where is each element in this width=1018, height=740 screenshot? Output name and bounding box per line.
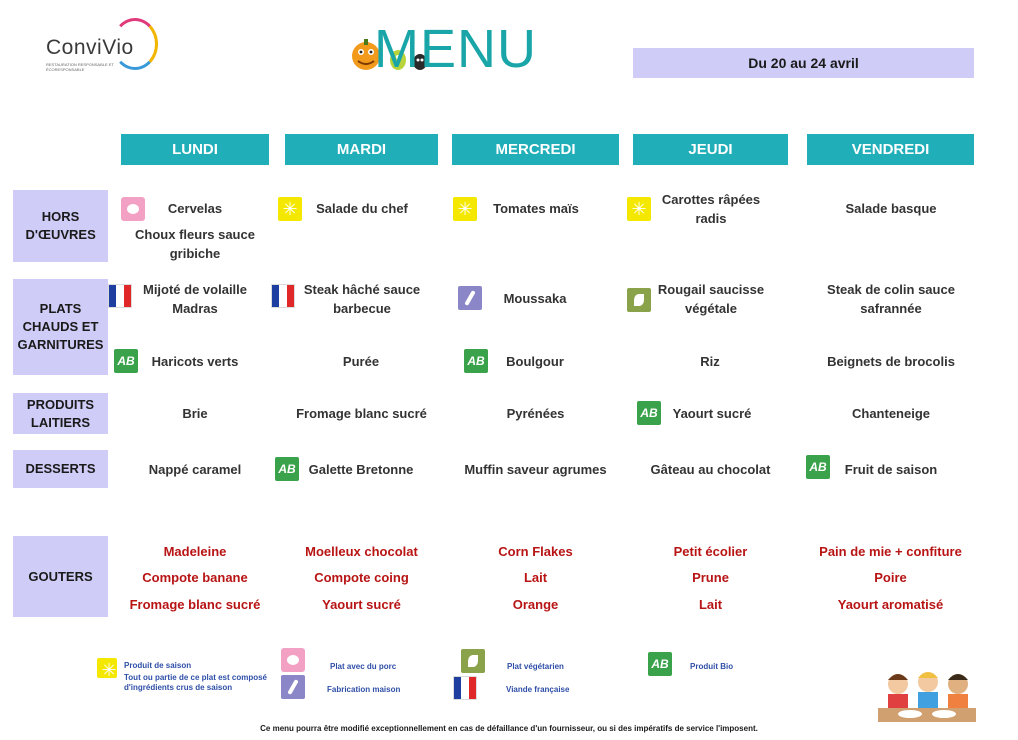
menu-item: Salade basque [845, 200, 937, 216]
legend-french-meat-label: Viande française [506, 685, 570, 694]
menu-item: Steak de colin sauce safrannée [827, 282, 955, 316]
row-label-laitiers: PRODUITS LAITIERS [13, 393, 108, 434]
menu-item: Mijoté de volaille Madras [142, 282, 248, 316]
legend-pork-label: Plat avec du porc [330, 662, 397, 671]
snack-item: Yaourt sucré [322, 596, 401, 612]
french-flag-icon [271, 284, 295, 308]
seasonal-icon [278, 197, 302, 221]
menu-item: Pyrénées [506, 405, 565, 421]
row-label-plats: PLATS CHAUDS ET GARNITURES [13, 279, 108, 375]
logo-tagline: RESTAURATION RESPONSABLE ET ÉCORESPONSABLE [46, 62, 114, 72]
menu-item: Fruit de saison [844, 461, 938, 477]
convivio-logo [42, 18, 154, 78]
menu-item: Tomates maïs [493, 200, 579, 216]
organic-icon: AB [637, 401, 661, 425]
menu-item: Riz [700, 353, 720, 369]
snack-item: Fromage blanc sucré [129, 596, 261, 612]
seasonal-icon [453, 197, 477, 221]
menu-item: Chanteneige [851, 405, 930, 421]
snack-item: Corn Flakes [498, 543, 573, 559]
snack-item: Pain de mie + confiture [819, 543, 962, 559]
seasonal-icon [627, 197, 651, 221]
menu-item: Boulgour [506, 353, 564, 369]
snack-item: Lait [698, 596, 723, 612]
organic-icon: AB [806, 455, 830, 479]
snack-item: Lait [523, 569, 548, 585]
row-label-gouters: GOUTERS [13, 536, 108, 617]
organic-icon: AB [114, 349, 138, 373]
menu-item: Muffin saveur agrumes [464, 461, 607, 477]
seasonal-icon [97, 658, 117, 678]
pork-icon [281, 648, 305, 672]
menu-item: Salade du chef [316, 200, 408, 216]
day-header-jeudi: JEUDI [633, 134, 788, 165]
page-title: MENU [374, 19, 537, 79]
logo-wordmark: ConviVio [46, 36, 134, 59]
snack-item: Compote banane [142, 569, 248, 585]
snack-item: Petit écolier [673, 543, 748, 559]
snack-item: Yaourt aromatisé [837, 596, 944, 612]
menu-item: Cervelas [167, 200, 223, 216]
footer-disclaimer: Ce menu pourra être modifié exceptionnellement en cas de défaillance d'un fournisseur, ou si des impératifs de service l'imposent. [260, 724, 758, 733]
snack-item: Prune [692, 569, 729, 585]
menu-item: Galette Bretonne [308, 461, 414, 477]
snack-item: Orange [512, 596, 559, 612]
row-label-desserts: DESSERTS [13, 450, 108, 488]
organic-icon: AB [275, 457, 299, 481]
menu-item: Yaourt sucré [672, 405, 752, 421]
day-header-lundi: LUNDI [121, 134, 269, 165]
menu-item: Nappé caramel [148, 461, 242, 477]
legend-vegetarian-label: Plat végétarien [507, 662, 564, 671]
menu-item: Purée [342, 353, 380, 369]
organic-icon: AB [464, 349, 488, 373]
menu-item: Choux fleurs sauce gribiche [135, 227, 255, 261]
menu-item: Brie [182, 405, 208, 421]
menu-item: Carottes râpées radis [661, 192, 761, 226]
whisk-icon [458, 286, 482, 310]
french-flag-icon [108, 284, 132, 308]
snack-item: Compote coing [314, 569, 409, 585]
menu-item: Beignets de brocolis [827, 353, 955, 369]
menu-item: Rougail saucisse végétale [657, 282, 765, 316]
day-header-mardi: MARDI [285, 134, 438, 165]
menu-item: Fromage blanc sucré [296, 405, 427, 421]
date-range-badge: Du 20 au 24 avril [633, 48, 974, 78]
vegetarian-icon [627, 288, 651, 312]
day-header-mercredi: MERCREDI [452, 134, 619, 165]
snack-item: Madeleine [163, 543, 227, 559]
children-eating-illustration [878, 664, 976, 722]
organic-icon: AB [648, 652, 672, 676]
row-label-hors-doeuvres: HORS D'ŒUVRES [13, 190, 108, 262]
day-header-vendredi: VENDREDI [807, 134, 974, 165]
french-flag-icon [453, 676, 477, 700]
legend-organic-label: Produit Bio [690, 662, 734, 671]
menu-item: Gâteau au chocolat [650, 461, 771, 477]
snack-item: Moelleux chocolat [305, 543, 418, 559]
menu-item: Steak hâché sauce barbecue [303, 282, 421, 316]
menu-item: Moussaka [503, 290, 567, 306]
legend-seasonal-label: Produit de saison [124, 661, 192, 670]
whisk-icon [281, 675, 305, 699]
snack-item: Poire [874, 569, 907, 585]
vegetarian-icon [461, 649, 485, 673]
legend-seasonal-note: Tout ou partie de ce plat est composé d'ingrédients crus de saison [124, 673, 267, 692]
legend-homemade-label: Fabrication maison [327, 685, 401, 694]
menu-item: Haricots verts [151, 353, 239, 369]
